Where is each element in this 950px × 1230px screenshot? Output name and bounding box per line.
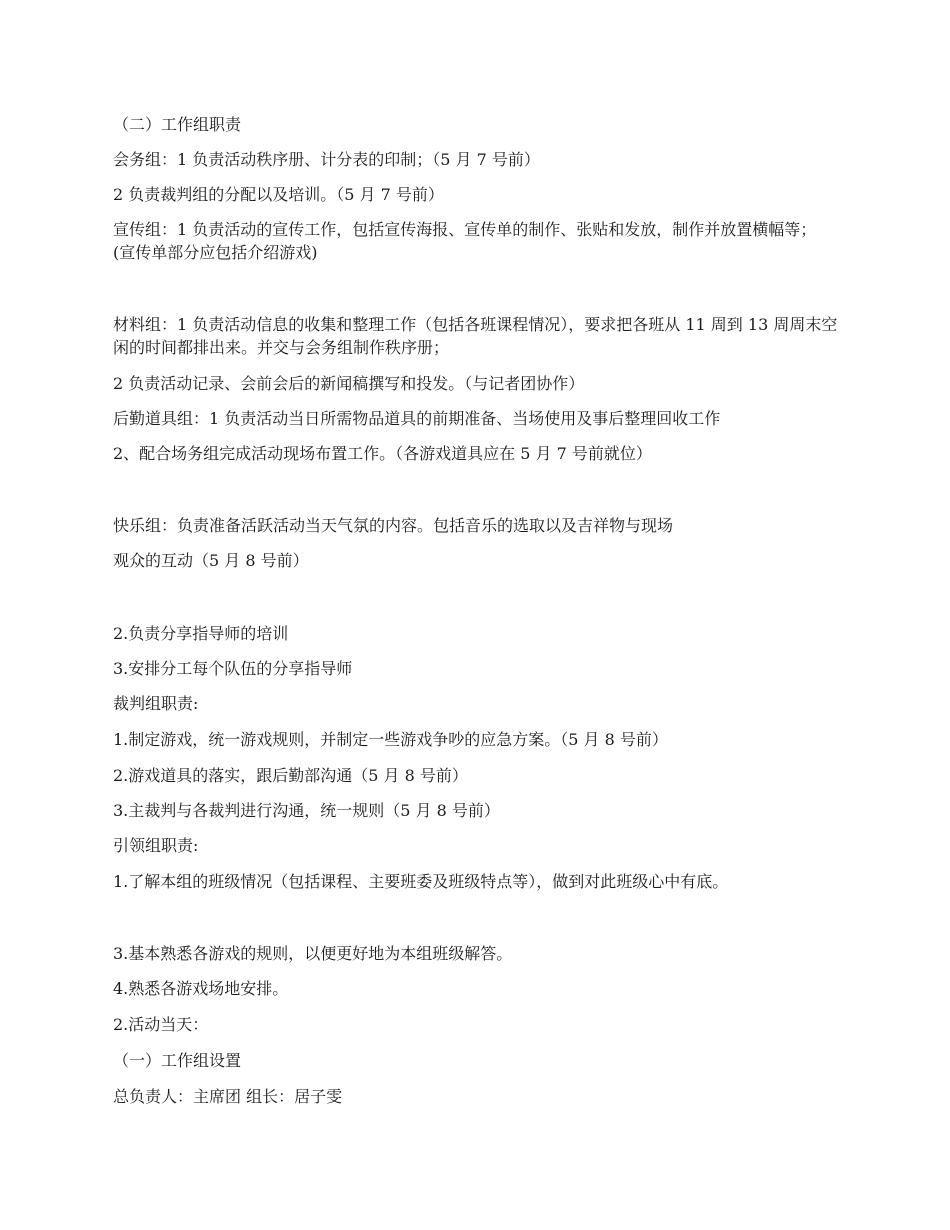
paragraph-materials-group-2: 2 负责活动记录、会前会后的新闻稿撰写和投发。（与记者团协作）	[113, 374, 585, 393]
heading-guide-duties: 引领组职责:	[113, 836, 199, 855]
paragraph-referee-1: 1.制定游戏，统一游戏规则，并制定一些游戏争吵的应急方案。（5 月 8 号前）	[113, 730, 668, 749]
paragraph-guide-3: 3.基本熟悉各游戏的规则，以便更好地为本组班级解答。	[113, 944, 513, 963]
paragraph-share-mentor-assign: 3.安排分工每个队伍的分享指导师	[113, 659, 353, 678]
paragraph-referee-2: 2.游戏道具的落实，跟后勤部沟通（5 月 8 号前）	[113, 766, 468, 785]
heading-work-group-setup: （一）工作组设置	[113, 1051, 242, 1070]
paragraph-share-mentor-training: 2.负责分享指导师的培训	[113, 624, 289, 643]
paragraph-general-lead: 总负责人：主席团 组长：居子雯	[113, 1087, 343, 1106]
paragraph-conference-group-2: 2 负责裁判组的分配以及培训。（5 月 7 号前）	[113, 185, 444, 204]
paragraph-conference-group-1: 会务组：1 负责活动秩序册、计分表的印制；（5 月 7 号前）	[113, 150, 540, 169]
heading-event-day: 2.活动当天：	[113, 1015, 209, 1034]
paragraph-happy-group-1: 快乐组：负责准备活跃活动当天气氛的内容。包括音乐的选取以及吉祥物与现场	[113, 516, 674, 535]
paragraph-referee-3: 3.主裁判与各裁判进行沟通，统一规则（5 月 8 号前）	[113, 801, 500, 820]
paragraph-guide-1: 1.了解本组的班级情况（包括课程、主要班委及班级特点等），做到对此班级心中有底。	[113, 872, 729, 891]
section-heading-work-group-duties: （二）工作组职责	[113, 115, 242, 134]
paragraph-publicity-group: 宣传组：1 负责活动的宣传工作，包括宣传海报、宣传单的制作、张贴和发放，制作并放置横幅等；(宣传单部分应包括介绍游戏)	[113, 220, 817, 262]
paragraph-happy-group-2: 观众的互动（5 月 8 号前）	[113, 551, 309, 570]
paragraph-materials-group-1: 材料组：1 负责活动信息的收集和整理工作（包括各班课程情况），要求把各班从 11 周到 13 周周末空闲的时间都排出来。并交与会务组制作秩序册；	[113, 315, 838, 357]
paragraph-logistics-group-2: 2、配合场务组完成活动现场布置工作。（各游戏道具应在 5 月 7 号前就位）	[113, 444, 652, 463]
paragraph-guide-4: 4.熟悉各游戏场地安排。	[113, 979, 289, 998]
heading-referee-duties: 裁判组职责:	[113, 694, 199, 713]
paragraph-logistics-group-1: 后勤道具组：1 负责活动当日所需物品道具的前期准备、当场使用及事后整理回收工作	[113, 409, 721, 428]
